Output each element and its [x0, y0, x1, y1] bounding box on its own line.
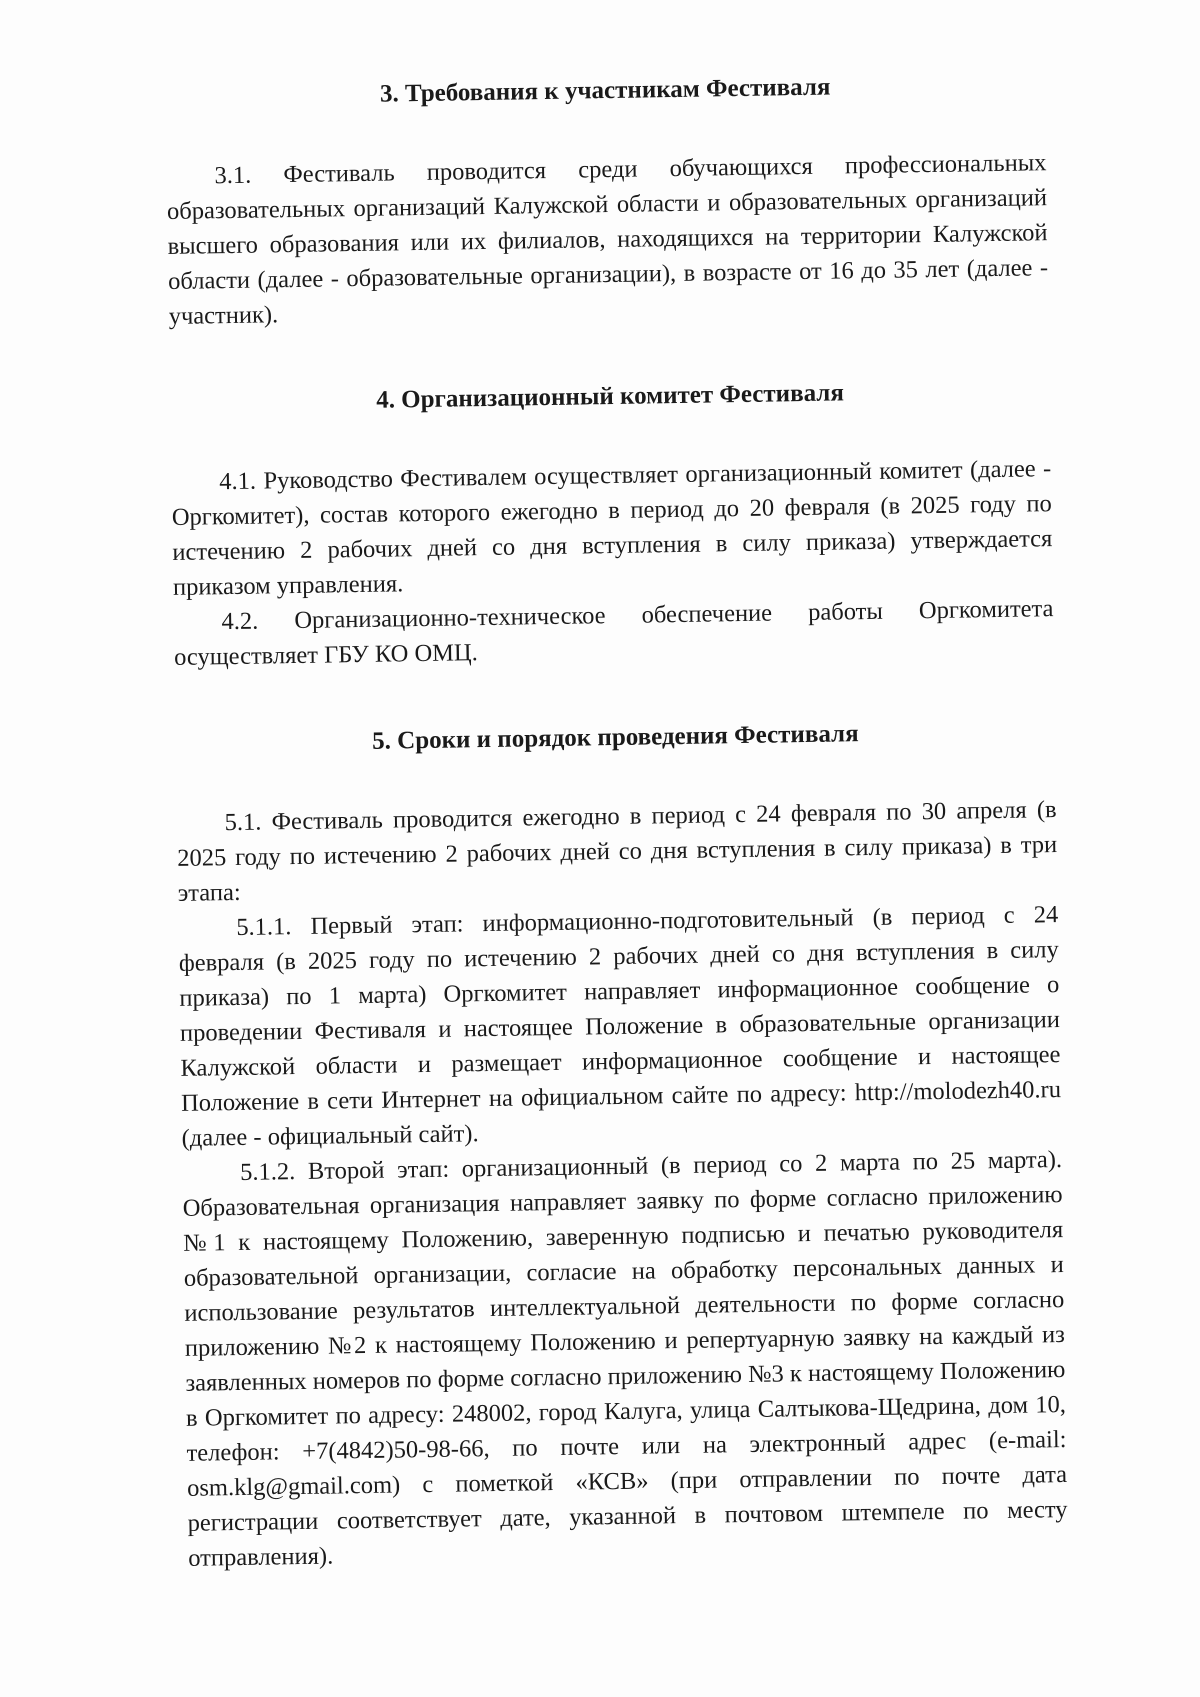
paragraph-4-1: 4.1. Руководство Фестивалем осуществляет организационный комитет (далее - Оргкомитет), состав которого ежегодно в период до 20 февраля (в 2025 году по истечению 2 рабочих дней со дня вступления в силу приказа) утверждается приказом управления. — [171, 455, 1053, 601]
paragraph-5-1-1: 5.1.1. Первый этап: информационно-подготовительный (в период с 24 февраля (в 2025 году по истечению 2 рабочих дней со дня вступления в силу приказа) по 1 марта) Оргкомитет направляет информационное сообщение о проведении Фестиваля и настоящее Положение в образовательные организации Калужской области и размещает информационное сообщение и настоящее Положение в сети Интернет на официальном сайте по адресу: http://molodezh40.ru (далее - официальный сайт). — [178, 901, 1062, 1152]
section-5-heading: 5. Сроки и порядок проведения Фестиваля — [371, 720, 859, 755]
paragraph-3-1: 3.1. Фестиваль проводится среди обучающихся профессиональных образовательных организаций Калужской области и образовательных организаций высшего образования или их филиалов, находящихся на территории Калужской области (далее - образовательные организации), в возрасте от 16 до 35 лет (далее - участник). — [166, 149, 1049, 330]
document-body — [165, 66, 1068, 1576]
paragraph-4-2: 4.2. Организационно-техническое обеспечение работы Оргкомитета осуществляет ГБУ КО ОМЦ. — [173, 595, 1054, 671]
paragraph-5-1: 5.1. Фестиваль проводится ежегодно в период с 24 февраля по 30 апреля (в 2025 году по истечению 2 рабочих дней со дня вступления в силу приказа) в три этапа: — [177, 796, 1058, 907]
section-4-heading: 4. Организационный комитет Фестиваля — [375, 379, 845, 414]
paragraph-5-1-2: 5.1.2. Второй этап: организационный (в период со 2 марта по 25 марта). Образовательная организация направляет заявку по форме согласно приложению №1 к настоящему Положению, заверенную подписью и печатью руководителя образовательной организации, согласие на обработку персональных данных и использование результатов интеллектуальной деятельности по форме согласно приложению №2 к настоящему Положению и репертуарную заявку на каждый из заявленных номеров по форме согласно приложению №3 к настоящему Положению в Оргкомитет по адресу: 248002, город Калуга, улица Салтыкова-Щедрина, дом 10, телефон: +7(4842)50-98-66, по почте или на электронный адрес (e-mail: osm.klg@gmail.com) с пометкой «КСВ» (при отправлении по почте дата регистрации соответствует дате, указанной в почтовом штемпеле по месту отправления). — [182, 1146, 1068, 1572]
section-3-heading: 3. Требования к участникам Фестиваля — [379, 73, 831, 108]
